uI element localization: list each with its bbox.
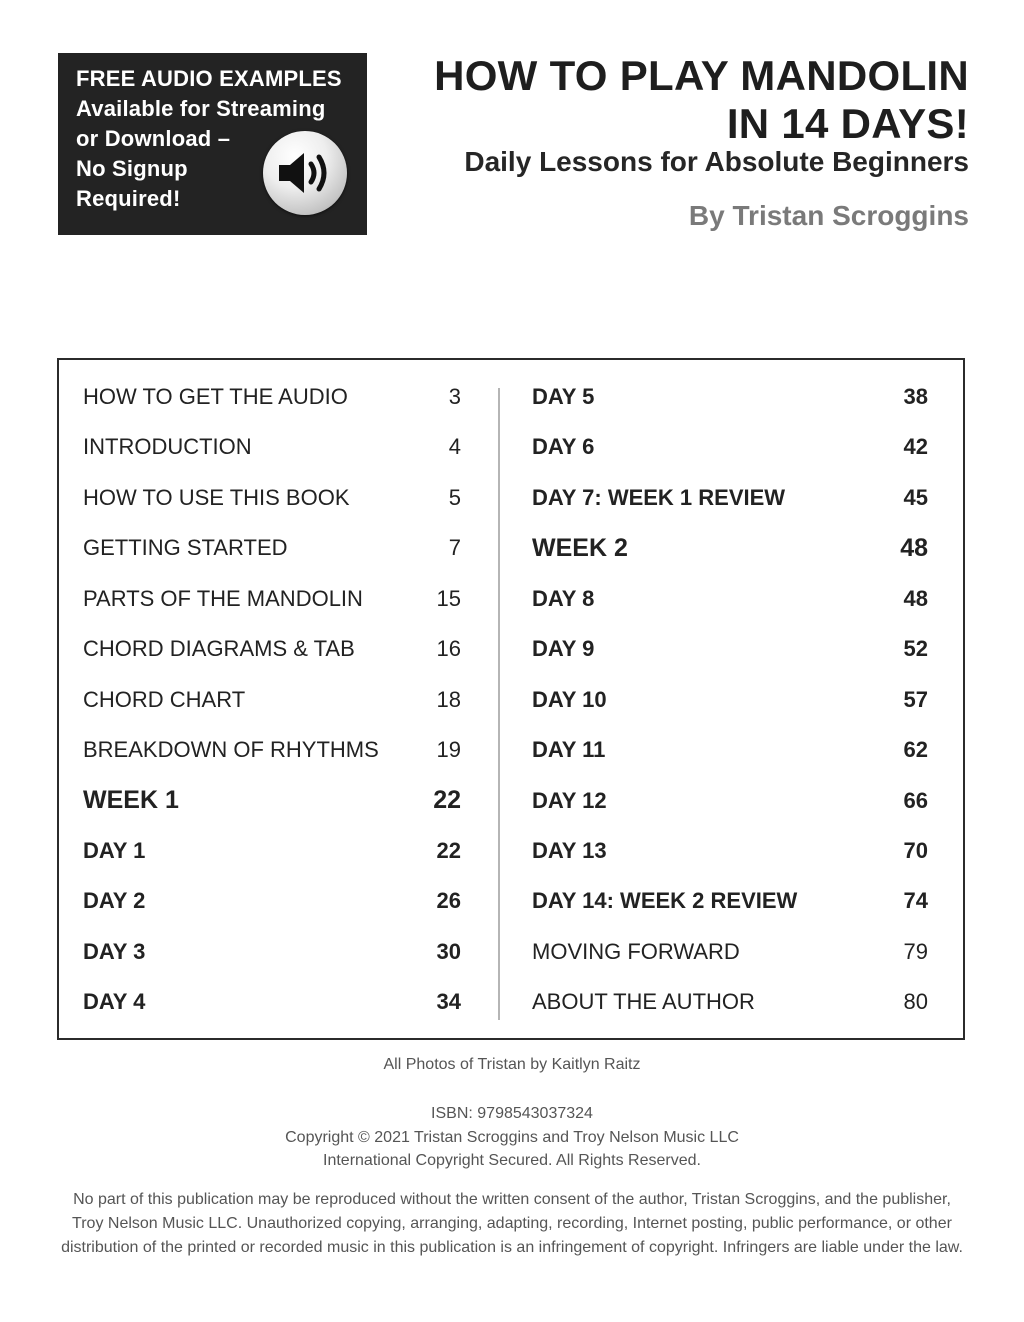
legal-notice <box>40 1188 984 1260</box>
toc-entry-label: HOW TO USE THIS BOOK <box>83 485 350 510</box>
toc-entry-page: 48 <box>900 534 928 562</box>
toc-entry-label: DAY 8 <box>532 586 595 611</box>
toc-entry-page: 19 <box>436 737 461 762</box>
toc-entry-page: 45 <box>903 485 928 510</box>
toc-entry[interactable] <box>532 584 928 614</box>
toc-entry-label: DAY 11 <box>532 737 606 762</box>
toc-entry-label: DAY 12 <box>532 788 607 813</box>
toc-entry[interactable] <box>83 685 461 715</box>
toc-entry-page: 22 <box>436 838 461 863</box>
toc-entry[interactable] <box>83 483 461 513</box>
toc-week-heading[interactable] <box>532 533 928 563</box>
toc-entry-page: 62 <box>903 737 928 762</box>
isbn: ISBN: 9798543037324 <box>431 1105 593 1122</box>
toc-entry-page: 26 <box>436 888 461 913</box>
table-of-contents <box>57 358 965 1040</box>
toc-entry-page: 30 <box>436 939 461 964</box>
toc-entry-label: DAY 2 <box>83 888 146 913</box>
audio-promo-box <box>58 53 367 235</box>
legal-notice-line: No part of this publication may be reproduced without the written consent of the author, Tristan Scroggins, and the publisher, <box>73 1191 951 1208</box>
audio-promo-line: No Signup <box>76 156 188 181</box>
toc-entry-page: 38 <box>903 384 928 409</box>
toc-entry-label: BREAKDOWN OF RHYTHMS <box>83 737 379 762</box>
legal-notice-line: Troy Nelson Music LLC. Unauthorized copying, arranging, adapting, recording, Internet posting, public performance, or other <box>72 1215 952 1232</box>
legal-notice-line: distribution of the printed or recorded music in this publication is an infringement of copyright. Infringers are liable under the law. <box>61 1239 963 1256</box>
toc-entry-page: 18 <box>436 687 461 712</box>
toc-entry[interactable] <box>83 584 461 614</box>
toc-entry[interactable] <box>532 937 928 967</box>
toc-entry-page: 57 <box>903 687 928 712</box>
toc-entry-label: CHORD DIAGRAMS & TAB <box>83 636 355 661</box>
toc-entry-page: 34 <box>436 989 461 1014</box>
toc-entry-label: DAY 5 <box>532 384 595 409</box>
toc-week-heading[interactable] <box>83 785 461 815</box>
toc-entry-page: 42 <box>903 434 928 459</box>
toc-entry[interactable] <box>83 987 461 1017</box>
toc-entry-label: DAY 4 <box>83 989 146 1014</box>
toc-entry[interactable] <box>532 634 928 664</box>
toc-entry-page: 70 <box>903 838 928 863</box>
photo-credit: All Photos of Tristan by Kaitlyn Raitz <box>383 1056 641 1073</box>
toc-entry-label: WEEK 1 <box>83 786 179 814</box>
book-subtitle: Daily Lessons for Absolute Beginners <box>464 146 969 177</box>
toc-entry[interactable] <box>532 432 928 462</box>
toc-entry-label: MOVING FORWARD <box>532 939 740 964</box>
copyright-line: Copyright © 2021 Tristan Scroggins and Troy Nelson Music LLC <box>285 1129 739 1146</box>
toc-entry-label: DAY 1 <box>83 838 146 863</box>
toc-entry[interactable] <box>83 886 461 916</box>
toc-entry-page: 48 <box>903 586 928 611</box>
toc-entry[interactable] <box>532 735 928 765</box>
toc-entry[interactable] <box>532 685 928 715</box>
toc-entry[interactable] <box>83 382 461 412</box>
column-divider <box>498 388 500 1020</box>
toc-entry[interactable] <box>532 987 928 1017</box>
audio-promo-line: Required! <box>76 186 181 211</box>
toc-entry-label: DAY 7: WEEK 1 REVIEW <box>532 485 786 510</box>
rights-line: International Copyright Secured. All Rights Reserved. <box>323 1152 701 1169</box>
toc-entry[interactable] <box>532 382 928 412</box>
toc-entry-page: 74 <box>903 888 928 913</box>
book-title-line: HOW TO PLAY MANDOLIN <box>434 52 969 99</box>
toc-entry-label: DAY 14: WEEK 2 REVIEW <box>532 888 798 913</box>
audio-promo-line: FREE AUDIO EXAMPLES <box>76 66 342 91</box>
toc-entry-page: 4 <box>448 434 461 459</box>
toc-entry-page: 7 <box>448 535 461 560</box>
book-title-line: IN 14 DAYS! <box>726 100 969 147</box>
toc-entry[interactable] <box>532 886 928 916</box>
toc-entry-label: INTRODUCTION <box>83 434 252 459</box>
toc-entry-label: DAY 10 <box>532 687 607 712</box>
toc-entry[interactable] <box>83 937 461 967</box>
toc-entry-label: DAY 9 <box>532 636 595 661</box>
author-byline: By Tristan Scroggins <box>688 200 969 231</box>
toc-entry[interactable] <box>83 533 461 563</box>
toc-entry-page: 52 <box>903 636 928 661</box>
toc-entry[interactable] <box>532 483 928 513</box>
toc-entry[interactable] <box>532 836 928 866</box>
toc-entry-label: WEEK 2 <box>532 534 628 562</box>
toc-entry-page: 3 <box>448 384 461 409</box>
toc-entry-label: ABOUT THE AUTHOR <box>532 989 755 1014</box>
toc-entry-page: 16 <box>436 636 461 661</box>
toc-entry[interactable] <box>83 735 461 765</box>
toc-entry-page: 22 <box>433 786 461 814</box>
toc-entry[interactable] <box>83 634 461 664</box>
toc-entry[interactable] <box>83 432 461 462</box>
toc-entry-label: DAY 13 <box>532 838 607 863</box>
toc-entry[interactable] <box>83 836 461 866</box>
toc-entry-label: DAY 3 <box>83 939 146 964</box>
toc-entry-label: PARTS OF THE MANDOLIN <box>83 586 363 611</box>
audio-promo-line: Available for Streaming <box>76 96 326 121</box>
speaker-icon[interactable] <box>263 131 347 215</box>
audio-promo-line: or Download – <box>76 126 231 151</box>
toc-entry[interactable] <box>532 786 928 816</box>
toc-entry-page: 5 <box>448 485 461 510</box>
toc-entry-label: HOW TO GET THE AUDIO <box>83 384 348 409</box>
toc-entry-page: 15 <box>436 586 461 611</box>
toc-entry-label: GETTING STARTED <box>83 535 288 560</box>
toc-entry-page: 80 <box>903 989 928 1014</box>
book-title <box>434 52 969 148</box>
toc-entry-page: 66 <box>903 788 928 813</box>
toc-entry-label: CHORD CHART <box>83 687 246 712</box>
toc-entry-page: 79 <box>903 939 928 964</box>
toc-entry-label: DAY 6 <box>532 434 595 459</box>
